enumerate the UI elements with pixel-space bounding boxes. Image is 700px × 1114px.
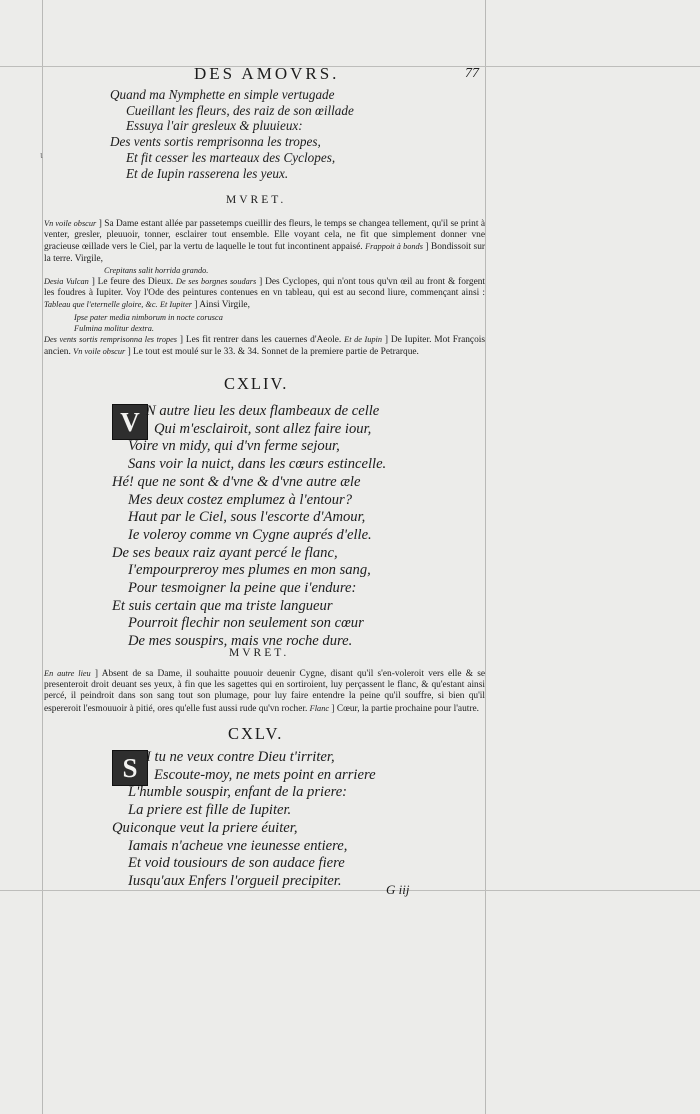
sonnet-144 [112, 403, 386, 651]
verse-line: Sans voir la nuict, dans les cœurs estincelle. [128, 456, 387, 473]
verse-line: Iusqu'aux Enfers l'orgueil precipiter. [128, 872, 342, 889]
gloss: ] Le tout est moulé sur le 33. & 34. Sonnet de la premiere partie de Petrarque. [127, 347, 419, 358]
lemma: Et de Iupin [344, 335, 382, 345]
lemma: Vn voile obscur [44, 219, 97, 228]
lemma: Des vents sortis remprisonna les tropes [44, 335, 178, 345]
muret-heading: MVRET. [229, 647, 290, 659]
verse-line: Pour tesmoigner la peine que i'endure: [128, 580, 357, 597]
gloss: ] Bondissoit sur la terre. Virgile, [44, 242, 486, 264]
lemma: Flanc [309, 703, 330, 713]
verse-line: Pourroit flechir non seulement son cœur [128, 615, 364, 632]
gloss: ] Le feure des Dieux. [91, 277, 174, 288]
latin-quote: Crepitans salit horrida grando. [104, 265, 209, 275]
sonnet-number: CXLV. [228, 724, 284, 743]
lemma: Et Iupiter [159, 300, 192, 310]
verse-line: Quiconque veut la priere éuiter, [112, 819, 298, 836]
folio-number: 77 [465, 66, 479, 81]
gloss: ] Cœur, la partie prochaine pour l'autre. [331, 703, 479, 714]
verse-line: De mes souspirs, mais vne roche dure. [128, 633, 353, 650]
lemma: Tableau que l'eternelle gloire, &c. [44, 300, 158, 310]
verse-line: Ie voleroy comme vn Cygne auprés d'elle. [128, 526, 372, 543]
gloss: ] Ainsi Virgile, [194, 300, 250, 311]
verse-line: L'humble souspir, enfant de la priere: [128, 784, 348, 801]
verse-line: Et void tousiours de son audace fiere [128, 855, 345, 872]
verse-line: Escoute-moy, ne mets point en arriere [154, 766, 376, 783]
verse-line: Voire vn midy, qui d'vn ferme sejour, [128, 438, 340, 455]
gloss: ] De Iupiter. Mot François ancien. [44, 335, 486, 358]
verse-line: Hé! que ne sont & d'vne & d'vne autre æle [112, 473, 361, 490]
running-head: DES AMOVRS. [194, 64, 340, 83]
sonnet-145 [112, 749, 376, 891]
margin-mark: ι [40, 150, 43, 161]
verse-line: De ses beaux raiz ayant percé le flanc, [112, 544, 338, 561]
lemma: Desia Vulcan [44, 277, 89, 287]
verse-line: I'empourpreroy mes plumes en mon sang, [128, 562, 371, 579]
verse-line: Quand ma Nymphette en simple vertugade [110, 87, 335, 102]
signature-mark: G iij [386, 882, 410, 897]
verse-line: Mes deux costez emplumez à l'entour? [128, 491, 353, 508]
gloss: ] Des Cyclopes, qui n'ont tous qu'vn œil au front & forgent les foudres à Iupiter. Voy l'Ode des peintures contenues en vn tableau, qui est au second liure, commençant ainsi : [44, 277, 486, 299]
muret-heading: MVRET. [226, 194, 287, 206]
scan-grid-line [0, 66, 700, 67]
scan-grid-line [42, 0, 43, 1114]
scan-grid-line [485, 0, 486, 1114]
verse-line: N autre lieu les deux flambeaux de celle [146, 403, 380, 419]
verse-line: Des vents sortis remprisonna les tropes, [110, 134, 321, 150]
verse-line: Et de Iupin rasserena les yeux. [126, 165, 289, 181]
verse-line: Et suis certain que ma triste langueur [112, 597, 333, 614]
lemma: En autre lieu [44, 669, 91, 678]
verse-line: Haut par le Ciel, sous l'escorte d'Amour, [128, 509, 366, 526]
gloss: ] Absent de sa Dame, il souhaitte pouuoir deuenir Cygne, disant qu'il s'en-voleroit vers elle & se presenteroit droit deuant ses yeux, à fin que les sagettes qui en sortiroient, luy perçassent le flanc, & qu'estant ainsi percé, il peindroit dans son sang tout son plumage, pour luy faire entendre la peine qu'il souffre, si bien qu'il espereroit l'esmouuoir à pitié, ores qu'elle fust aussi rude qu'vn rocher. [44, 669, 486, 714]
muret-commentary-1 [44, 218, 485, 358]
latin-quote: Fulmina molitur dextra. [74, 323, 154, 333]
verse-line: Iamais n'acheue vne ieunesse entiere, [128, 837, 348, 854]
sonnet-number: CXLIV. [224, 374, 289, 393]
latin-quote: Ipse pater media nimborum in nocte corusca [74, 312, 223, 322]
gloss: ] Les fit rentrer dans les cauernes d'Aeole. [179, 335, 342, 346]
verse-line: Cueillant les fleurs, des raiz de son œillade [126, 102, 354, 118]
verse-line: Essuya l'air gresleux & pluuieux: [126, 118, 303, 134]
stanza-top [110, 87, 354, 181]
lemma: Vn voile obscur [73, 347, 126, 357]
verse-line: I tu ne veux contre Dieu t'irriter, [146, 749, 335, 765]
verse-line: La priere est fille de Iupiter. [128, 802, 292, 819]
verse-line: Qui m'esclairoit, sont allez faire iour, [154, 420, 372, 437]
lemma: Frappoit à bonds [365, 242, 423, 252]
muret-commentary-2 [44, 668, 485, 715]
lemma: De ses borgnes soudars [175, 277, 257, 287]
dropcap-initial: S [112, 750, 148, 786]
gloss: ] Sa Dame estant allée par passetemps cueillir des fleurs, le temps se changea tellement, qu'il se print à venter, gresler, pleuuoir, tonner, esclairer tout ensemble. Elle voyant cela, ne fit que simplement donner vne gracieuse œillade vers le Ciel, par la vertu de laquelle le tout fut incontinent appaisé. [44, 219, 486, 253]
dropcap-initial: V [112, 404, 148, 440]
verse-line: Et fit cesser les marteaux des Cyclopes, [126, 149, 336, 165]
